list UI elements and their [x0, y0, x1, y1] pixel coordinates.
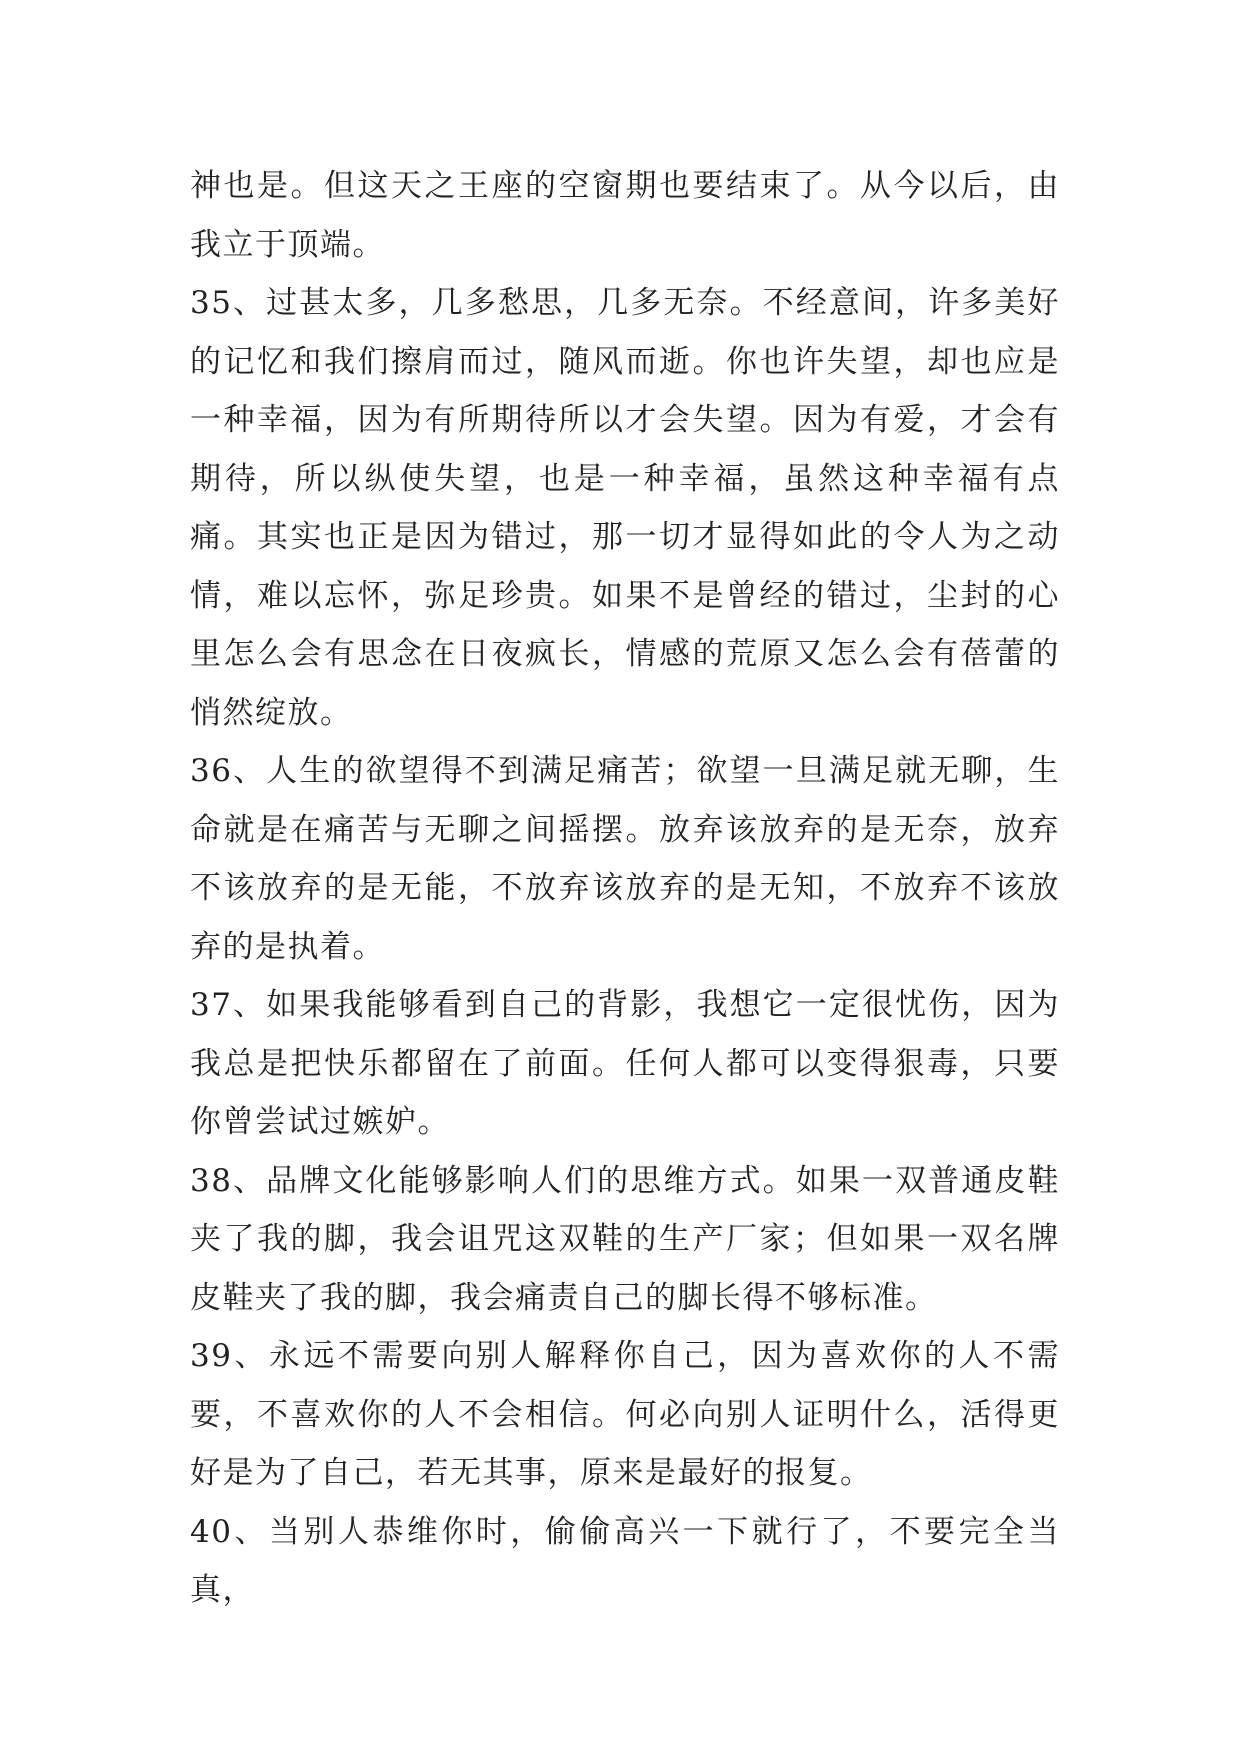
paragraph-37: 37、如果我能够看到自己的背影，我想它一定很忧伤，因为我总是把快乐都留在了前面。任何人都可以变得狠毒，只要你曾尝试过嫉妒。	[190, 987, 1060, 1140]
paragraph-continuation: 神也是。但这天之王座的空窗期也要结束了。从今以后，由我立于顶端。	[190, 168, 1060, 263]
paragraph-40: 40、当别人恭维你时，偷偷高兴一下就行了，不要完全当真，	[190, 1513, 1060, 1608]
paragraph-35: 35、过甚太多，几多愁思，几多无奈。不经意间，许多美好的记忆和我们擦肩而过，随风而逝。你也许失望，却也应是一种幸福，因为有所期待所以才会失望。因为有爱，才会有期待，所以纵使失望，也是一种幸福，虽然这种幸福有点痛。其实也正是因为错过，那一切才显得如此的令人为之动情，难以忘怀，弥足珍贵。如果不是曾经的错过，尘封的心里怎么会有思念在日夜疯长，情感的荒原又怎么会有蓓蕾的悄然绽放。	[190, 285, 1060, 731]
paragraph-36: 36、人生的欲望得不到满足痛苦；欲望一旦满足就无聊，生命就是在痛苦与无聊之间摇摆。放弃该放弃的是无奈，放弃不该放弃的是无能，不放弃该放弃的是无知，不放弃不该放弃的是执着。	[190, 753, 1060, 965]
paragraph-39: 39、永远不需要向别人解释你自己，因为喜欢你的人不需要，不喜欢你的人不会相信。何必向别人证明什么，活得更好是为了自己，若无其事，原来是最好的报复。	[190, 1338, 1060, 1491]
paragraph-38: 38、品牌文化能够影响人们的思维方式。如果一双普通皮鞋夹了我的脚，我会诅咒这双鞋的生产厂家；但如果一双名牌皮鞋夹了我的脚，我会痛责自己的脚长得不够标准。	[190, 1162, 1060, 1316]
document-body	[190, 157, 1060, 1620]
